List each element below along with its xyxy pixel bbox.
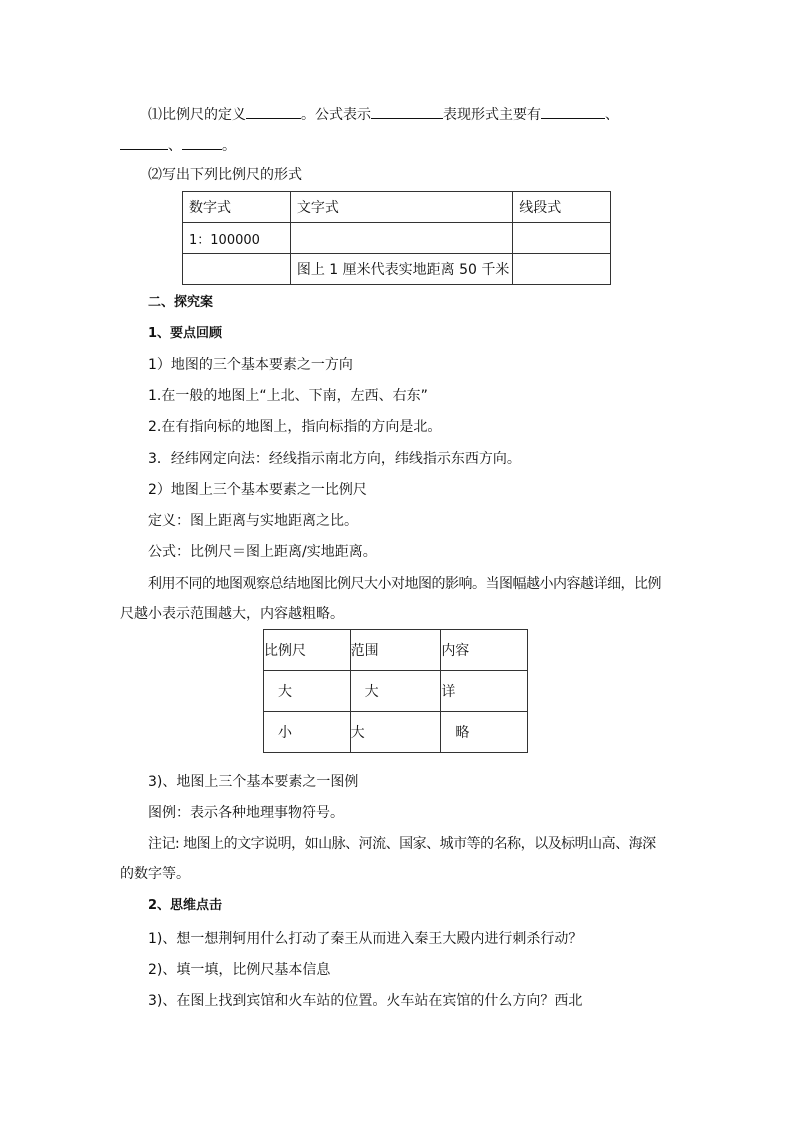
q1-text-forms: 表现形式主要有	[443, 107, 541, 123]
table-row	[183, 223, 611, 254]
table-cell-input[interactable]	[183, 254, 291, 285]
header-cell: 文字式	[290, 192, 512, 223]
table-cell: 略	[441, 712, 528, 753]
q1-sep-2: 、	[168, 138, 182, 154]
paragraph: 定义：图上距离与实地距离之比。	[148, 513, 358, 529]
question-item: 2)、填一填，比例尺基本信息	[148, 962, 331, 978]
table-cell: 大	[264, 671, 351, 712]
table-cell-input[interactable]	[290, 223, 512, 254]
paragraph-line: 利用不同的地图观察总结地图比例尺大小对地图的影响。当图幅越小内容越详细，比例	[148, 576, 661, 592]
question-1-line-1	[148, 104, 619, 125]
paragraph: 公式：比例尺＝图上距离/实地距离。	[148, 544, 377, 560]
subsection-1-title: 1、要点回顾	[148, 326, 223, 341]
header-cell: 范围	[350, 630, 441, 671]
q1-text-formula: 。公式表示	[301, 107, 371, 123]
blank-definition[interactable]	[246, 104, 301, 119]
header-cell: 数字式	[183, 192, 291, 223]
table-cell: 大	[350, 671, 441, 712]
table-row	[264, 671, 528, 712]
q1-sep: 、	[605, 107, 619, 123]
blank-form-3[interactable]	[182, 135, 222, 150]
question-2-title: ⑵写出下列比例尺的形式	[148, 167, 302, 183]
q1-end: 。	[222, 138, 236, 154]
table-cell: 大	[350, 712, 441, 753]
blank-formula[interactable]	[371, 104, 443, 119]
question-item: 3)、在图上找到宾馆和火车站的位置。火车站在宾馆的什么方向？西北	[148, 993, 583, 1009]
table-header-row	[183, 192, 611, 223]
scale-forms-table	[182, 191, 611, 285]
table-cell: 图上 1 厘米代表实地距离 50 千米	[290, 254, 512, 285]
q1-text-definition: ⑴比例尺的定义	[148, 107, 246, 123]
paragraph-line: 注记: 地图上的文字说明，如山脉、河流、国家、城市等的名称，以及标明山高、海深	[148, 836, 656, 852]
question-item: 1)、想一想荆轲用什么打动了秦王从而进入秦王大殿内进行刺杀行动？	[148, 931, 583, 947]
header-cell: 内容	[441, 630, 528, 671]
subsection-2-title: 2、思维点击	[148, 898, 223, 913]
paragraph: 3．经纬网定向法：经线指示南北方向，纬线指示东西方向。	[148, 451, 521, 467]
header-cell: 比例尺	[264, 630, 351, 671]
paragraph: 1）地图的三个基本要素之一方向	[148, 357, 353, 373]
header-cell: 线段式	[513, 192, 611, 223]
paragraph: 图例：表示各种地理事物符号。	[148, 805, 344, 821]
paragraph-line: 的数字等。	[120, 866, 190, 882]
blank-form-2[interactable]	[120, 135, 168, 150]
table-cell: 小	[264, 712, 351, 753]
paragraph: 2）地图上三个基本要素之一比例尺	[148, 482, 367, 498]
paragraph-line: 尺越小表示范围越大，内容越粗略。	[120, 606, 344, 622]
table-cell: 详	[441, 671, 528, 712]
scale-effect-table	[263, 629, 528, 753]
table-row	[183, 254, 611, 285]
paragraph: 1.在一般的地图上“上北、下南，左西、右东”	[148, 388, 428, 404]
table-cell-input[interactable]	[513, 254, 611, 285]
section-2-title: 二、探究案	[148, 295, 214, 310]
paragraph: 3)、地图上三个基本要素之一图例	[148, 774, 359, 790]
table-header-row	[264, 630, 528, 671]
question-1-line-2	[120, 135, 236, 156]
table-cell-input[interactable]	[513, 223, 611, 254]
blank-form-1[interactable]	[541, 104, 605, 119]
table-row	[264, 712, 528, 753]
table-cell: 1：100000	[183, 223, 291, 254]
paragraph: 2.在有指向标的地图上，指向标指的方向是北。	[148, 419, 442, 435]
